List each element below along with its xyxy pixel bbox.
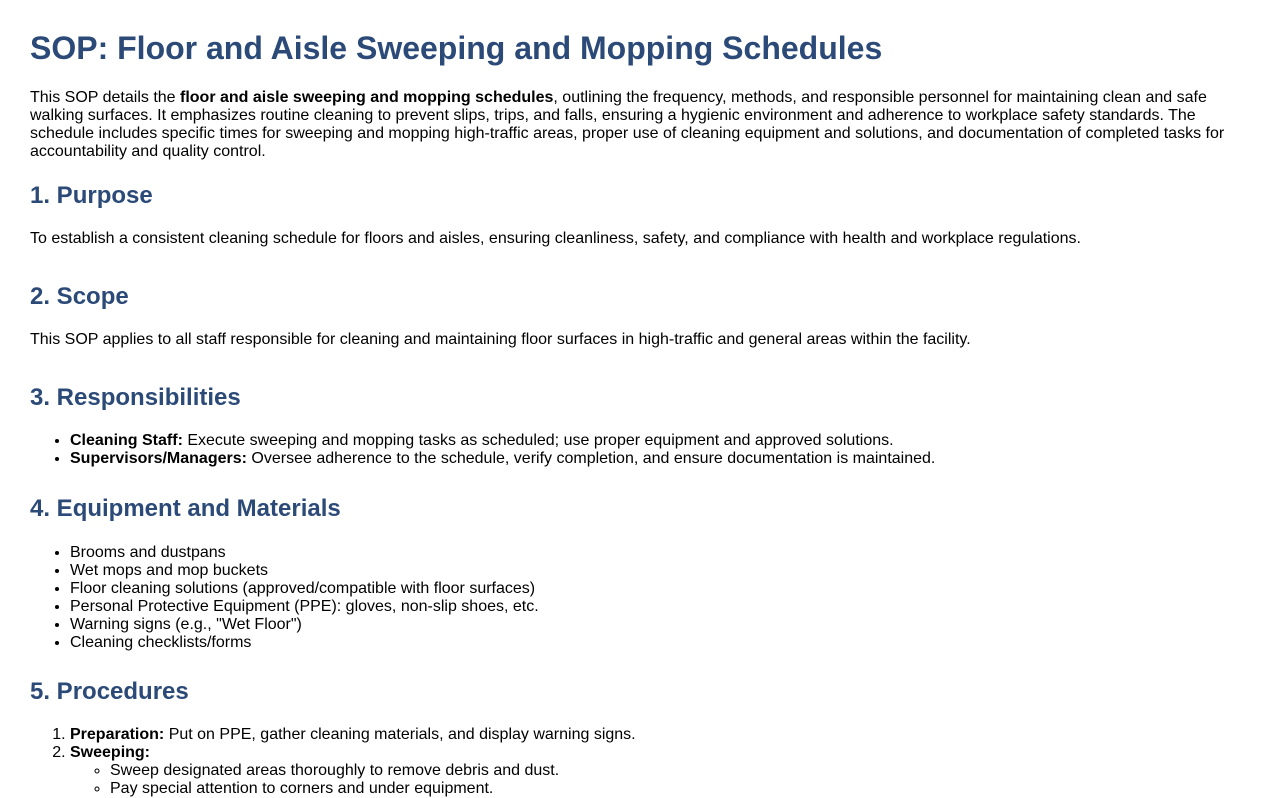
intro-lead: This SOP details the: [30, 89, 180, 106]
equipment-item: • Personal Protective Equipment (PPE): gloves, non-slip shoes, etc.: [70, 598, 1233, 616]
sweeping-substep: ◦ Pay special attention to corners and under equipment.: [110, 780, 1233, 798]
equipment-item: • Warning signs (e.g., "Wet Floor"): [70, 616, 1233, 634]
responsibility-item: [70, 432, 1233, 450]
purpose-text: To establish a consistent cleaning schedule for floors and aisles, ensuring cleanliness, safety, and compliance with health and workplace regulations.: [30, 230, 1081, 247]
responsibility-item: [70, 450, 1233, 468]
scope-heading: 2. Scope: [30, 283, 129, 310]
sweeping-substep: ◦ Sweep designated areas thoroughly to remove debris and dust.: [110, 762, 1233, 780]
procedure-step-label: Preparation:: [70, 726, 165, 743]
responsibility-role: Cleaning Staff:: [70, 432, 183, 449]
procedure-step: [70, 726, 1233, 744]
equipment-item: • Wet mops and mop buckets: [70, 562, 1233, 580]
responsibility-role: Supervisors/Managers:: [70, 450, 247, 467]
purpose-heading: 1. Purpose: [30, 182, 153, 209]
responsibilities-heading: 3. Responsibilities: [30, 384, 241, 411]
equipment-list: [30, 544, 1233, 652]
procedure-step: [70, 744, 1233, 798]
responsibility-text: Execute sweeping and mopping tasks as scheduled; use proper equipment and approved solutions.: [182, 432, 894, 449]
intro-emphasis: floor and aisle sweeping and mopping schedules: [180, 89, 554, 106]
responsibility-text: Oversee adherence to the schedule, verify completion, and ensure documentation is maintained.: [246, 450, 936, 467]
procedures-heading: 5. Procedures: [30, 678, 189, 705]
procedure-step-label: Sweeping:: [70, 744, 151, 761]
sop-document: [30, 30, 1233, 798]
scope-text: This SOP applies to all staff responsible for cleaning and maintaining floor surfaces in high-traffic and general areas within the facility.: [30, 331, 971, 348]
equipment-item: • Brooms and dustpans: [70, 544, 1233, 562]
intro-paragraph: [30, 89, 1233, 161]
equipment-heading: 4. Equipment and Materials: [30, 495, 341, 522]
procedure-step-text: Put on PPE, gather cleaning materials, and display warning signs.: [164, 726, 636, 743]
intro-rest: , outlining the frequency, methods, and responsible personnel for maintaining clean and safe walking surfaces. It emphasizes routine cleaning to prevent slips, trips, and falls, ensuring a hygienic environment and adherence to workplace safety standards. The schedule includes specific times for sweeping and mopping high-traffic areas, proper use of cleaning equipment and solutions, and documentation of completed tasks for accountability and quality control.: [30, 89, 1225, 160]
page-title: SOP: Floor and Aisle Sweeping and Mopping Schedules: [30, 30, 883, 66]
equipment-item: • Cleaning checklists/forms: [70, 634, 1233, 652]
responsibilities-list: [30, 432, 1233, 468]
procedures-list: [30, 726, 1233, 798]
equipment-item: • Floor cleaning solutions (approved/compatible with floor surfaces): [70, 580, 1233, 598]
sweeping-substeps: [70, 762, 1233, 798]
